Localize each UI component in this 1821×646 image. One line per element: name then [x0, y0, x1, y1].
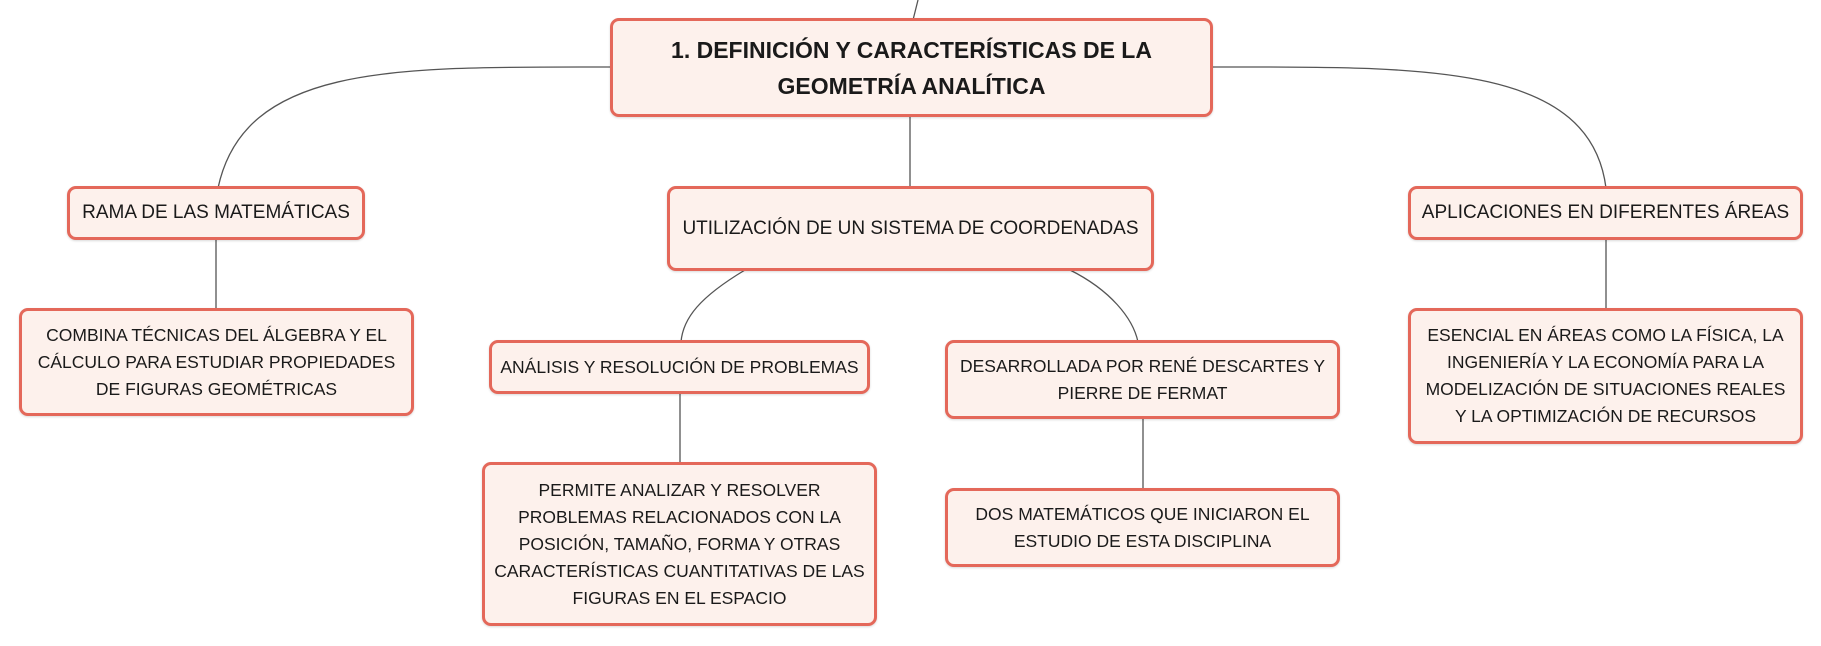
node-permite-analizar-label: PERMITE ANALIZAR Y RESOLVER PROBLEMAS RELACIONADOS CON LA POSICIÓN, TAMAÑO, FORMA Y OTRAS CARACTERÍSTICAS CUANTITATIVAS DE LAS FIGURAS EN EL ESPACIO — [494, 479, 865, 608]
node-permite-analizar[interactable] — [482, 462, 877, 626]
connector-root-parent — [913, 0, 918, 20]
root-node[interactable] — [610, 18, 1213, 117]
connector-root-right — [1211, 67, 1606, 188]
node-descartes-fermat-label: DESARROLLADA POR RENÉ DESCARTES Y PIERRE DE FERMAT — [959, 355, 1326, 403]
node-dos-matematicos[interactable] — [945, 488, 1340, 567]
node-analisis-resolucion-label: ANÁLISIS Y RESOLUCIÓN DE PROBLEMAS — [500, 356, 859, 377]
node-esencial-areas-label: ESENCIAL EN ÁREAS COMO LA FÍSICA, LA INGENIERÍA Y LA ECONOMÍA PARA LA MODELIZACIÓN DE SITUACIONES REALES Y LA OPTIMIZACIÓN DE RECURSOS — [1425, 325, 1786, 426]
node-sistema-coordenadas[interactable] — [667, 186, 1154, 271]
connector-root-left — [218, 67, 612, 188]
node-dos-matematicos-label: DOS MATEMÁTICOS QUE INICIARON EL ESTUDIO DE ESTA DISCIPLINA — [975, 503, 1310, 551]
node-aplicaciones-label: APLICACIONES EN DIFERENTES ÁREAS — [1421, 202, 1790, 223]
root-node-label: 1. DEFINICIÓN Y CARACTERÍSTICAS DE LA GEOMETRÍA ANALÍTICA — [671, 36, 1152, 99]
node-esencial-areas[interactable] — [1408, 308, 1803, 444]
node-descartes-fermat[interactable] — [945, 340, 1340, 419]
node-rama-matematicas-label: RAMA DE LAS MATEMÁTICAS — [82, 202, 350, 223]
node-combina-tecnicas[interactable] — [19, 308, 414, 416]
node-sistema-coordenadas-label: UTILIZACIÓN DE UN SISTEMA DE COORDENADAS — [682, 217, 1139, 239]
node-analisis-resolucion[interactable] — [489, 340, 870, 394]
node-aplicaciones[interactable] — [1408, 186, 1803, 240]
node-rama-matematicas[interactable] — [67, 186, 365, 240]
connector-center-analysis — [681, 270, 745, 342]
node-combina-tecnicas-label: COMBINA TÉCNICAS DEL ÁLGEBRA Y EL CÁLCULO PARA ESTUDIAR PROPIEDADES DE FIGURAS GEOMÉTRICAS — [37, 324, 396, 399]
connector-center-descartes — [1070, 270, 1138, 342]
